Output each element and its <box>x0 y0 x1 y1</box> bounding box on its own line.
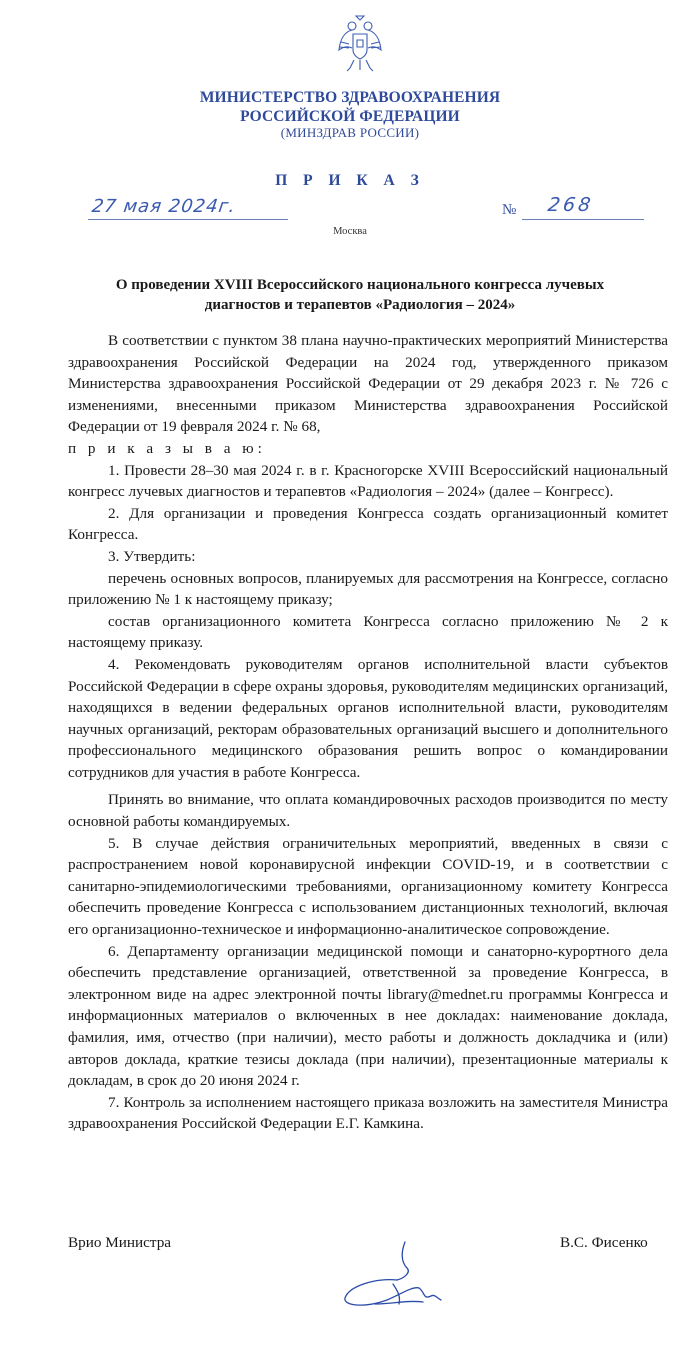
coat-of-arms-icon <box>336 14 384 74</box>
order-date-handwritten: 27 мая 2024г. <box>90 196 238 217</box>
item-7: 7. Контроль за исполнением настоящего приказа возложить на заместителя Министра здравоохранения Российской Федерации Е.Г. Камкина. <box>68 1093 668 1133</box>
item-3: 3. Утвердить: <box>108 547 196 565</box>
item-6: 6. Департаменту организации медицинской помощи и санаторно-курортного дела обеспечить представление организацией, ответственной за проведение Конгресса, в электронном виде на адрес электронной почты library@mednet.ru программы Конгресса и информационных материалов о включенных в нее докладах: наименование доклада, фамилия, имя, отчество (при наличии), место работы и должность докладчика и (или) авторов доклада, краткие тезисы доклада (при наличии), презентационные материалы к докладам, в срок до 20 июня 2024 г. <box>68 942 668 1090</box>
document-type: П Р И К А З <box>275 172 425 189</box>
item-4: 4. Рекомендовать руководителям органов исполнительной власти субъектов Российской Федерации в сфере охраны здоровья, руководителям медицинских организаций, находящихся в ведении федеральных органов исполнительной власти, руководителям научных организаций, ректорам образовательных организаций высшего и дополнительного профессионального медицинского образования решить вопрос о командировании сотрудников для участия в работе Конгресса. <box>68 655 668 781</box>
preamble: В соответствии с пунктом 38 плана научно-практических мероприятий Министерства здравоохранения Российской Федерации на 2024 год, утвержденного приказом Министерства здравоохранения Российской Федерации от 29 декабря 2023 г. № 726 с изменениями, внесенными приказом Министерства здравоохранения Российской Федерации от 19 февраля 2024 г. № 68, <box>68 332 668 436</box>
date-underline <box>88 219 288 220</box>
ministry-name-line1: МИНИСТЕРСТВО ЗДРАВООХРАНЕНИЯ <box>199 89 501 106</box>
item-3b: состав организационного комитета Конгресса согласно приложению № 2 к настоящему приказу. <box>68 612 668 652</box>
order-title-line1: О проведении XVIII Всероссийского национального конгресса лучевых <box>115 277 605 293</box>
item-4-note: Принять во внимание, что оплата командировочных расходов производится по месту основной работы командируемых. <box>68 791 668 831</box>
order-body <box>68 330 668 1135</box>
order-title <box>90 275 630 315</box>
city: Москва <box>333 226 367 237</box>
order-word: п р и к а з ы в а ю: <box>68 439 266 457</box>
number-sign: № <box>502 202 517 218</box>
ministry-name-line2: РОССИЙСКОЙ ФЕДЕРАЦИИ <box>240 108 460 125</box>
signatory-name: В.С. Фисенко <box>560 1234 648 1251</box>
item-5: 5. В случае действия ограничительных мероприятий, введенных в связи с распространением новой коронавирусной инфекции COVID-19, и в соответствии с санитарно-эпидемиологическими требованиями, организационному комитету Конгресса обеспечить проведение Конгресса с использованием дистанционных технологий, включая его организационно-техническое и информационно-аналитическое сопровождение. <box>68 834 668 939</box>
order-number-handwritten: 268 <box>546 194 595 216</box>
signatory-position: Врио Министра <box>68 1234 172 1251</box>
handwritten-signature-icon <box>335 1238 445 1318</box>
ministry-name <box>0 88 700 126</box>
item-3a: перечень основных вопросов, планируемых для рассмотрения на Конгрессе, согласно приложению № 1 к настоящему приказу; <box>68 569 668 609</box>
item-1: 1. Провести 28–30 мая 2024 г. в г. Красногорске XVIII Всероссийский национальный конгресс лучевых диагностов и терапевтов «Радиология – 2024» (далее – Конгресс). <box>68 461 668 501</box>
number-underline <box>522 219 644 220</box>
order-title-line2: диагностов и терапевтов «Радиология – 2024» <box>204 297 516 313</box>
item-2: 2. Для организации и проведения Конгресса создать организационный комитет Конгресса. <box>68 504 668 544</box>
ministry-short-name: (МИНЗДРАВ РОССИИ) <box>280 125 420 140</box>
